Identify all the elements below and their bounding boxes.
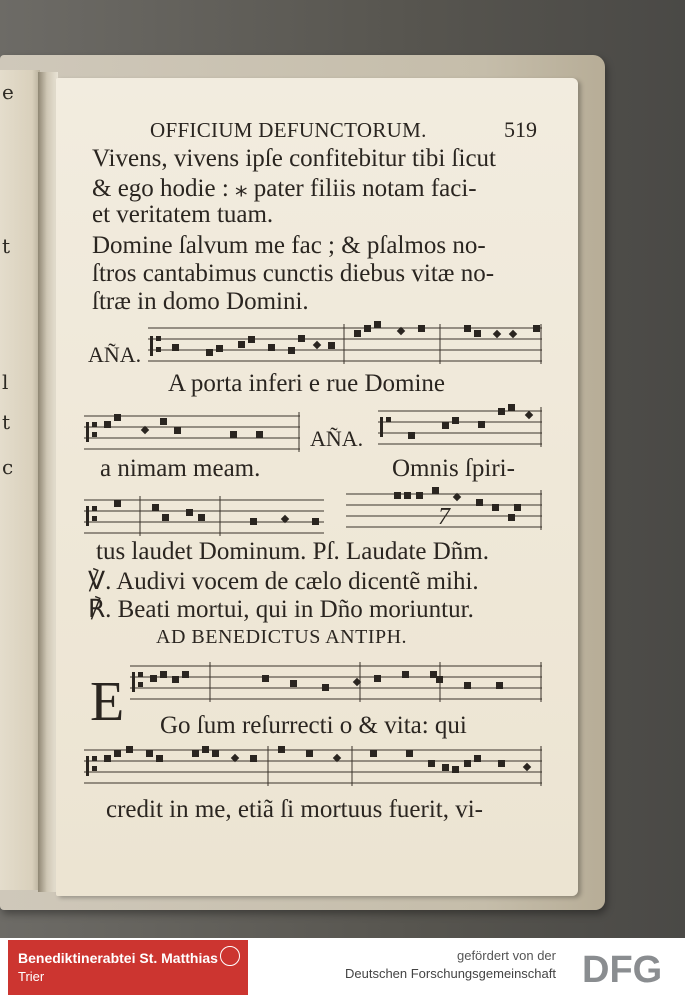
music-staff — [84, 410, 300, 454]
music-staff — [84, 494, 324, 538]
dfg-logo-icon — [580, 948, 680, 988]
funded-by-line2: Deutschen Forschungsgemeinschaft — [344, 966, 556, 981]
text-line: ſtræ in domo Domini. — [92, 288, 309, 315]
institution-logo-icon — [220, 946, 240, 966]
left-page-glyph: e — [2, 80, 14, 104]
institution-badge — [8, 940, 248, 995]
left-page-glyph: t — [2, 234, 11, 258]
left-page-glyph: c — [2, 455, 14, 479]
running-header: OFFICIUM DEFUNCTORUM. — [150, 118, 427, 142]
text-line: & ego hodie : ⁎ pater filiis notam faci- — [92, 175, 477, 202]
versicle-line: ℣. Audivi vocem de cælo dicentẽ mihi. — [88, 568, 479, 595]
music-staff — [130, 660, 542, 704]
text-line: et veritatem tuam. — [92, 201, 274, 228]
antiphon-label: AÑA. — [88, 342, 142, 367]
music-staff — [148, 322, 542, 366]
music-staff — [84, 744, 542, 788]
text-line: ſtros cantabimus cunctis diebus vitæ no- — [92, 260, 495, 287]
response-line: ℟. Beati mortui, qui in Dño moriuntur. — [88, 596, 474, 623]
left-page-glyph: l — [2, 370, 9, 394]
page-number: 519 — [504, 117, 537, 142]
music-staff — [378, 405, 542, 449]
text-line: Domine ſalvum me fac ; & pſalmos no- — [92, 232, 486, 259]
lyric-line: credit in me, etiã ſi mortuus fuerit, vi- — [106, 796, 483, 823]
text-line: tus laudet Dominum. Pſ. Laudate Dñm. — [96, 538, 490, 565]
funded-by-line1: gefördert von der — [456, 948, 556, 963]
initial-letter: E — [90, 671, 125, 733]
lyric-line: Go ſum reſurrecti o & vita: qui — [160, 712, 467, 739]
left-page-edge — [0, 70, 40, 890]
lyric-line: A porta inferi e rue Domine — [168, 370, 445, 397]
text-line: Vivens, vivens ipſe confitebitur tibi ſicut — [92, 145, 496, 172]
antiphon-label: AÑA. — [310, 426, 364, 451]
lyric-line: a nimam meam. — [100, 455, 261, 482]
lyric-line: Omnis ſpiri- — [392, 455, 515, 482]
left-page-glyph: t — [2, 410, 11, 434]
institution-city: Trier — [18, 969, 45, 984]
institution-name: Benediktinerabtei St. Matthias — [18, 950, 218, 966]
custos-digit: 7 — [438, 504, 450, 530]
section-heading: AD BENEDICTUS ANTIPH. — [156, 626, 408, 648]
dfg-logo-text: DFG — [582, 949, 663, 988]
book-gutter — [38, 72, 58, 892]
